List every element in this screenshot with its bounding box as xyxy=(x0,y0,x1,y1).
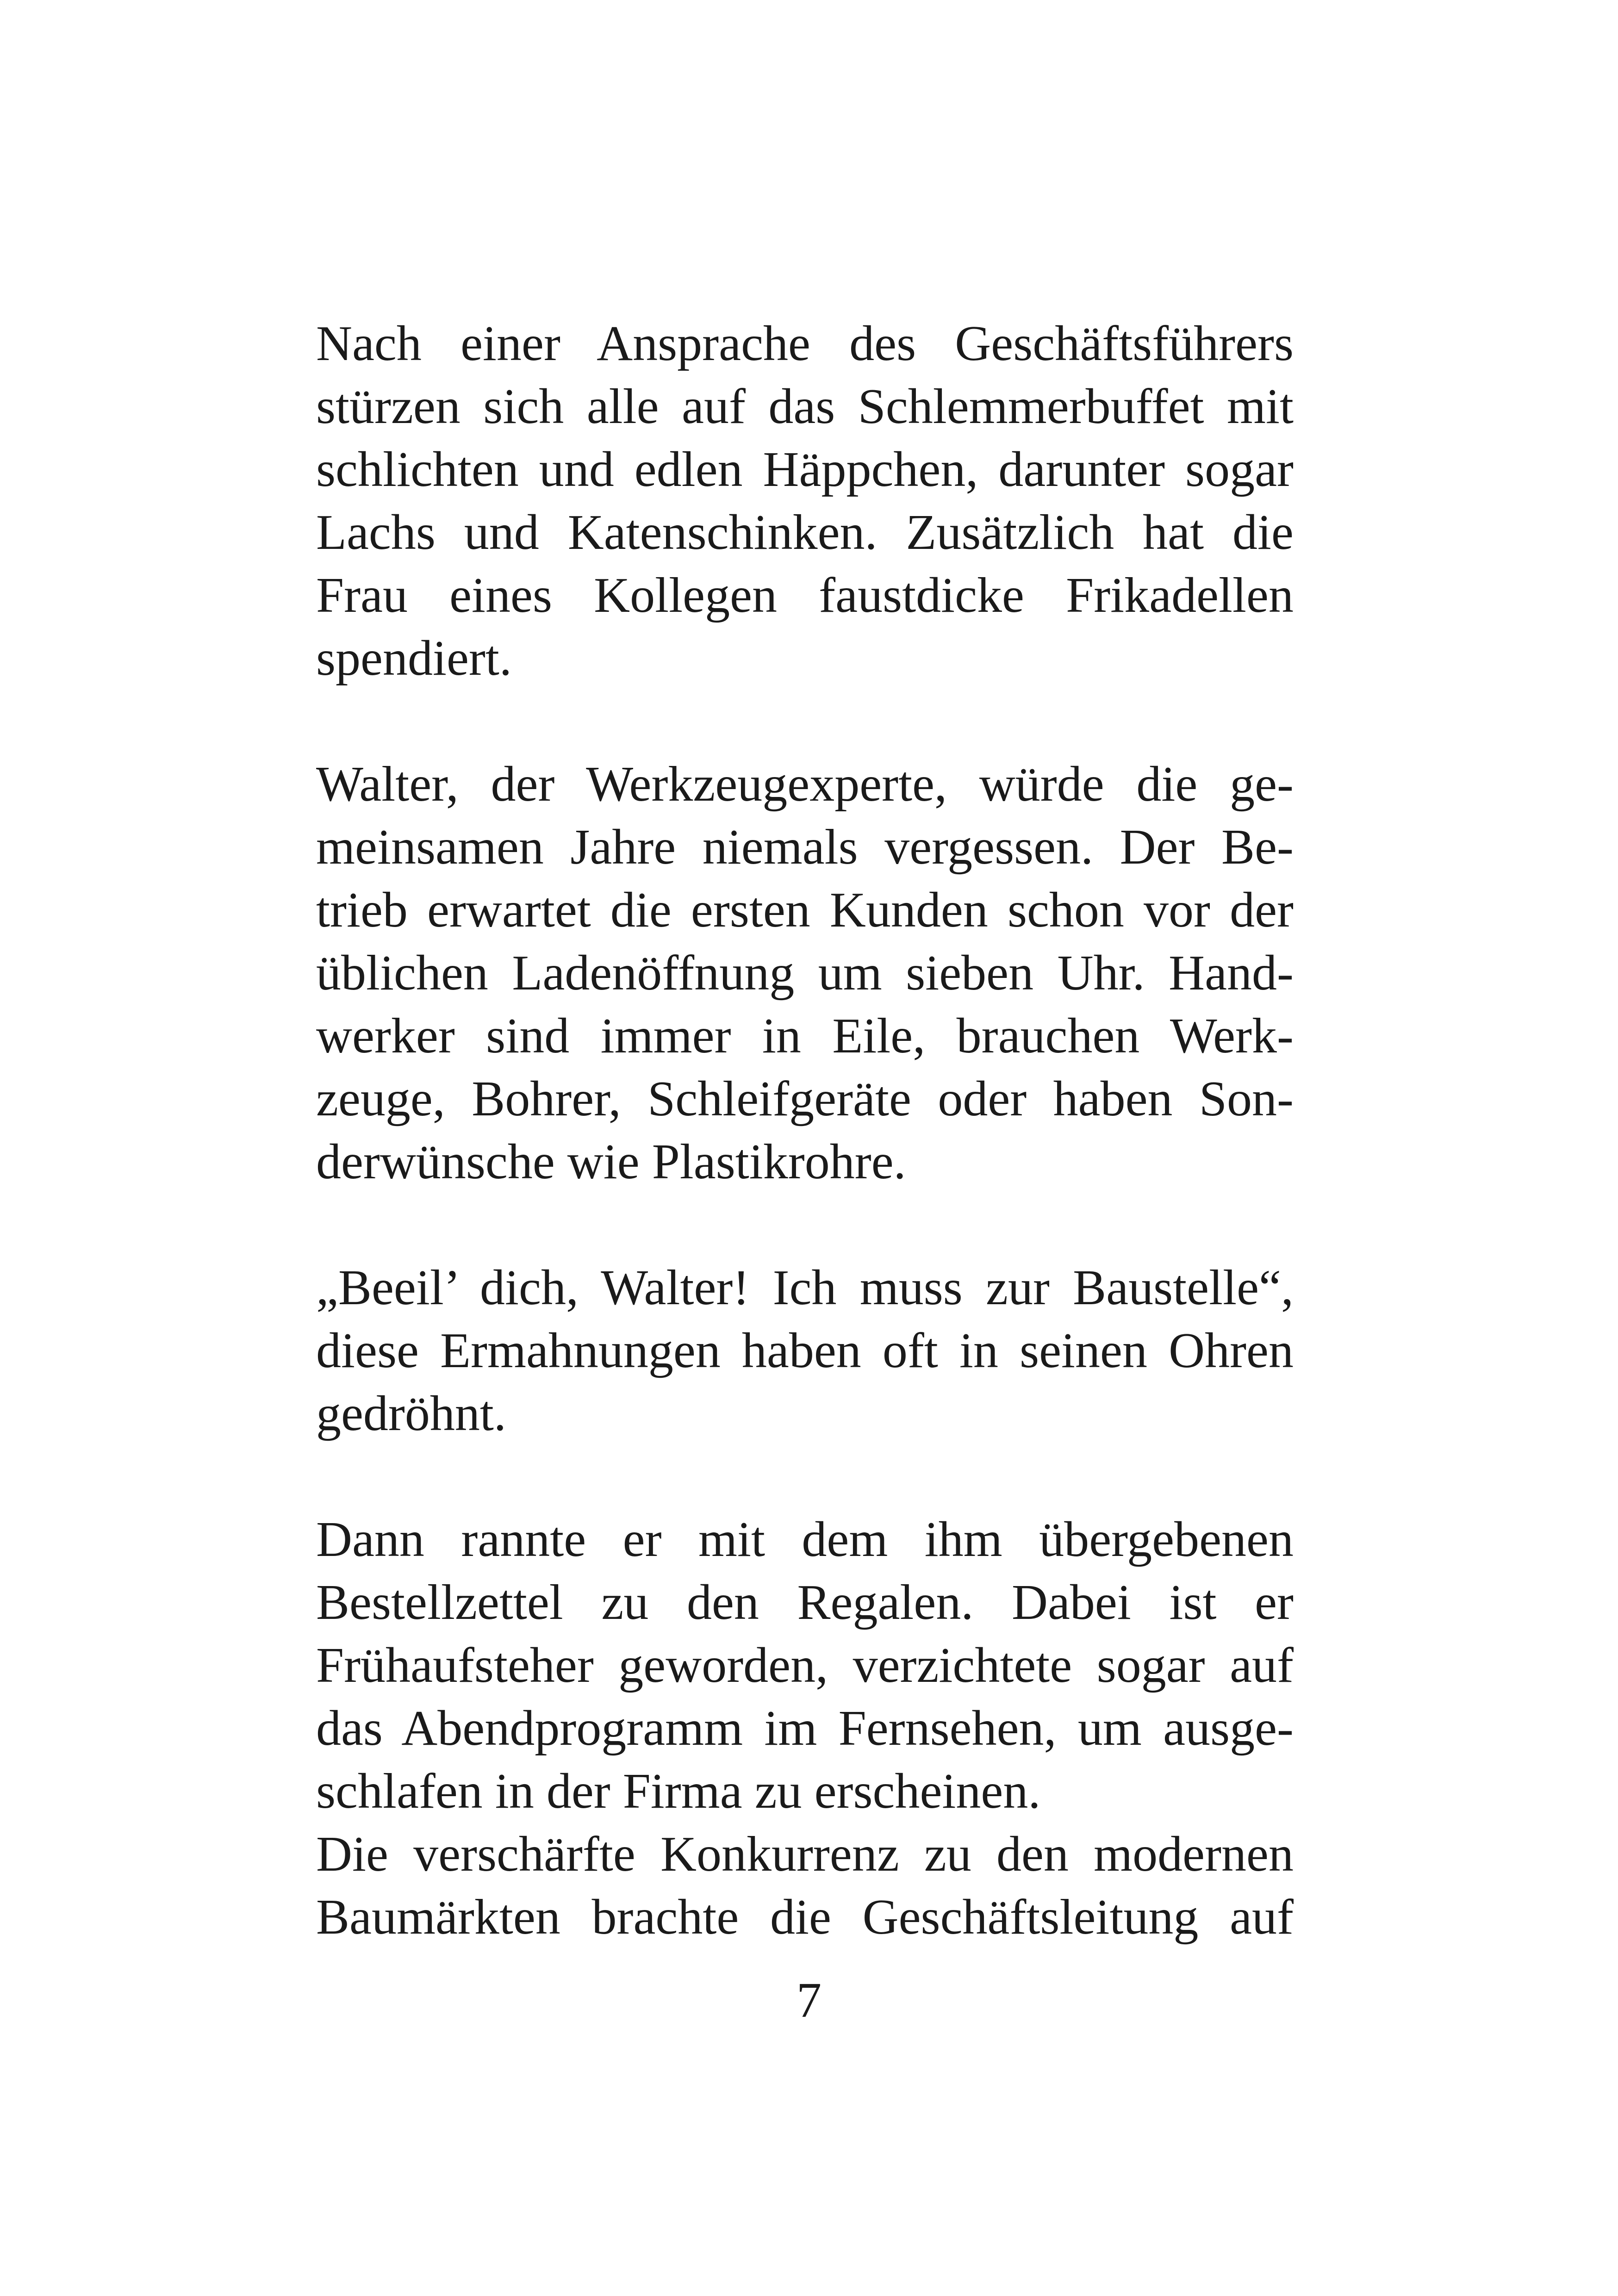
text-line: Baumärkten brachte die Geschäftsleitung auf xyxy=(316,1890,1294,1945)
text-line: schlichten und edlen Häppchen, darunter sogar xyxy=(316,442,1294,497)
text-line: meinsamen Jahre niemals vergessen. Der Be- xyxy=(316,820,1294,875)
paragraph-gap xyxy=(316,1445,1294,1508)
text-line: Frau eines Kollegen faustdicke Frikadellen xyxy=(316,568,1294,623)
text-line: schlafen in der Firma zu erscheinen. xyxy=(316,1764,1041,1819)
text-line: spendiert. xyxy=(316,631,512,686)
text-line: diese Ermahnungen haben oft in seinen Ohren xyxy=(316,1323,1294,1378)
text-line: zeuge, Bohrer, Schleifgeräte oder haben Son- xyxy=(316,1071,1294,1126)
text-line: Nach einer Ansprache des Geschäftsführers xyxy=(316,316,1294,371)
text-line: trieb erwartet die ersten Kunden schon vor der xyxy=(316,883,1294,938)
paragraph-gap xyxy=(316,690,1294,753)
text-line: Die verschärfte Konkurrenz zu den modernen xyxy=(316,1827,1294,1882)
page-number: 7 xyxy=(797,1973,821,2028)
text-line: das Abendprogramm im Fernsehen, um ausge- xyxy=(316,1701,1294,1756)
text-line: „Beeil’ dich, Walter! Ich muss zur Baustelle“, xyxy=(316,1260,1294,1315)
text-line: Bestellzettel zu den Regalen. Dabei ist er xyxy=(316,1575,1294,1630)
paragraph-gap xyxy=(316,1194,1294,1257)
text-line: werker sind immer in Eile, brauchen Werk- xyxy=(316,1008,1294,1064)
text-line: Walter, der Werkzeugexperte, würde die ge- xyxy=(316,757,1294,812)
text-line: gedröhnt. xyxy=(316,1386,506,1441)
text-line: derwünsche wie Plastikrohre. xyxy=(316,1134,906,1189)
text-line: Lachs und Katenschinken. Zusätzlich hat die xyxy=(316,505,1294,560)
text-line: stürzen sich alle auf das Schlemmerbuffet mit xyxy=(316,379,1294,434)
text-line: Dann rannte er mit dem ihm übergebenen xyxy=(316,1512,1294,1567)
text-line: üblichen Ladenöffnung um sieben Uhr. Hand- xyxy=(316,946,1294,1001)
body-text xyxy=(316,312,1294,1949)
text-line: Frühaufsteher geworden, verzichtete sogar auf xyxy=(316,1638,1294,1693)
